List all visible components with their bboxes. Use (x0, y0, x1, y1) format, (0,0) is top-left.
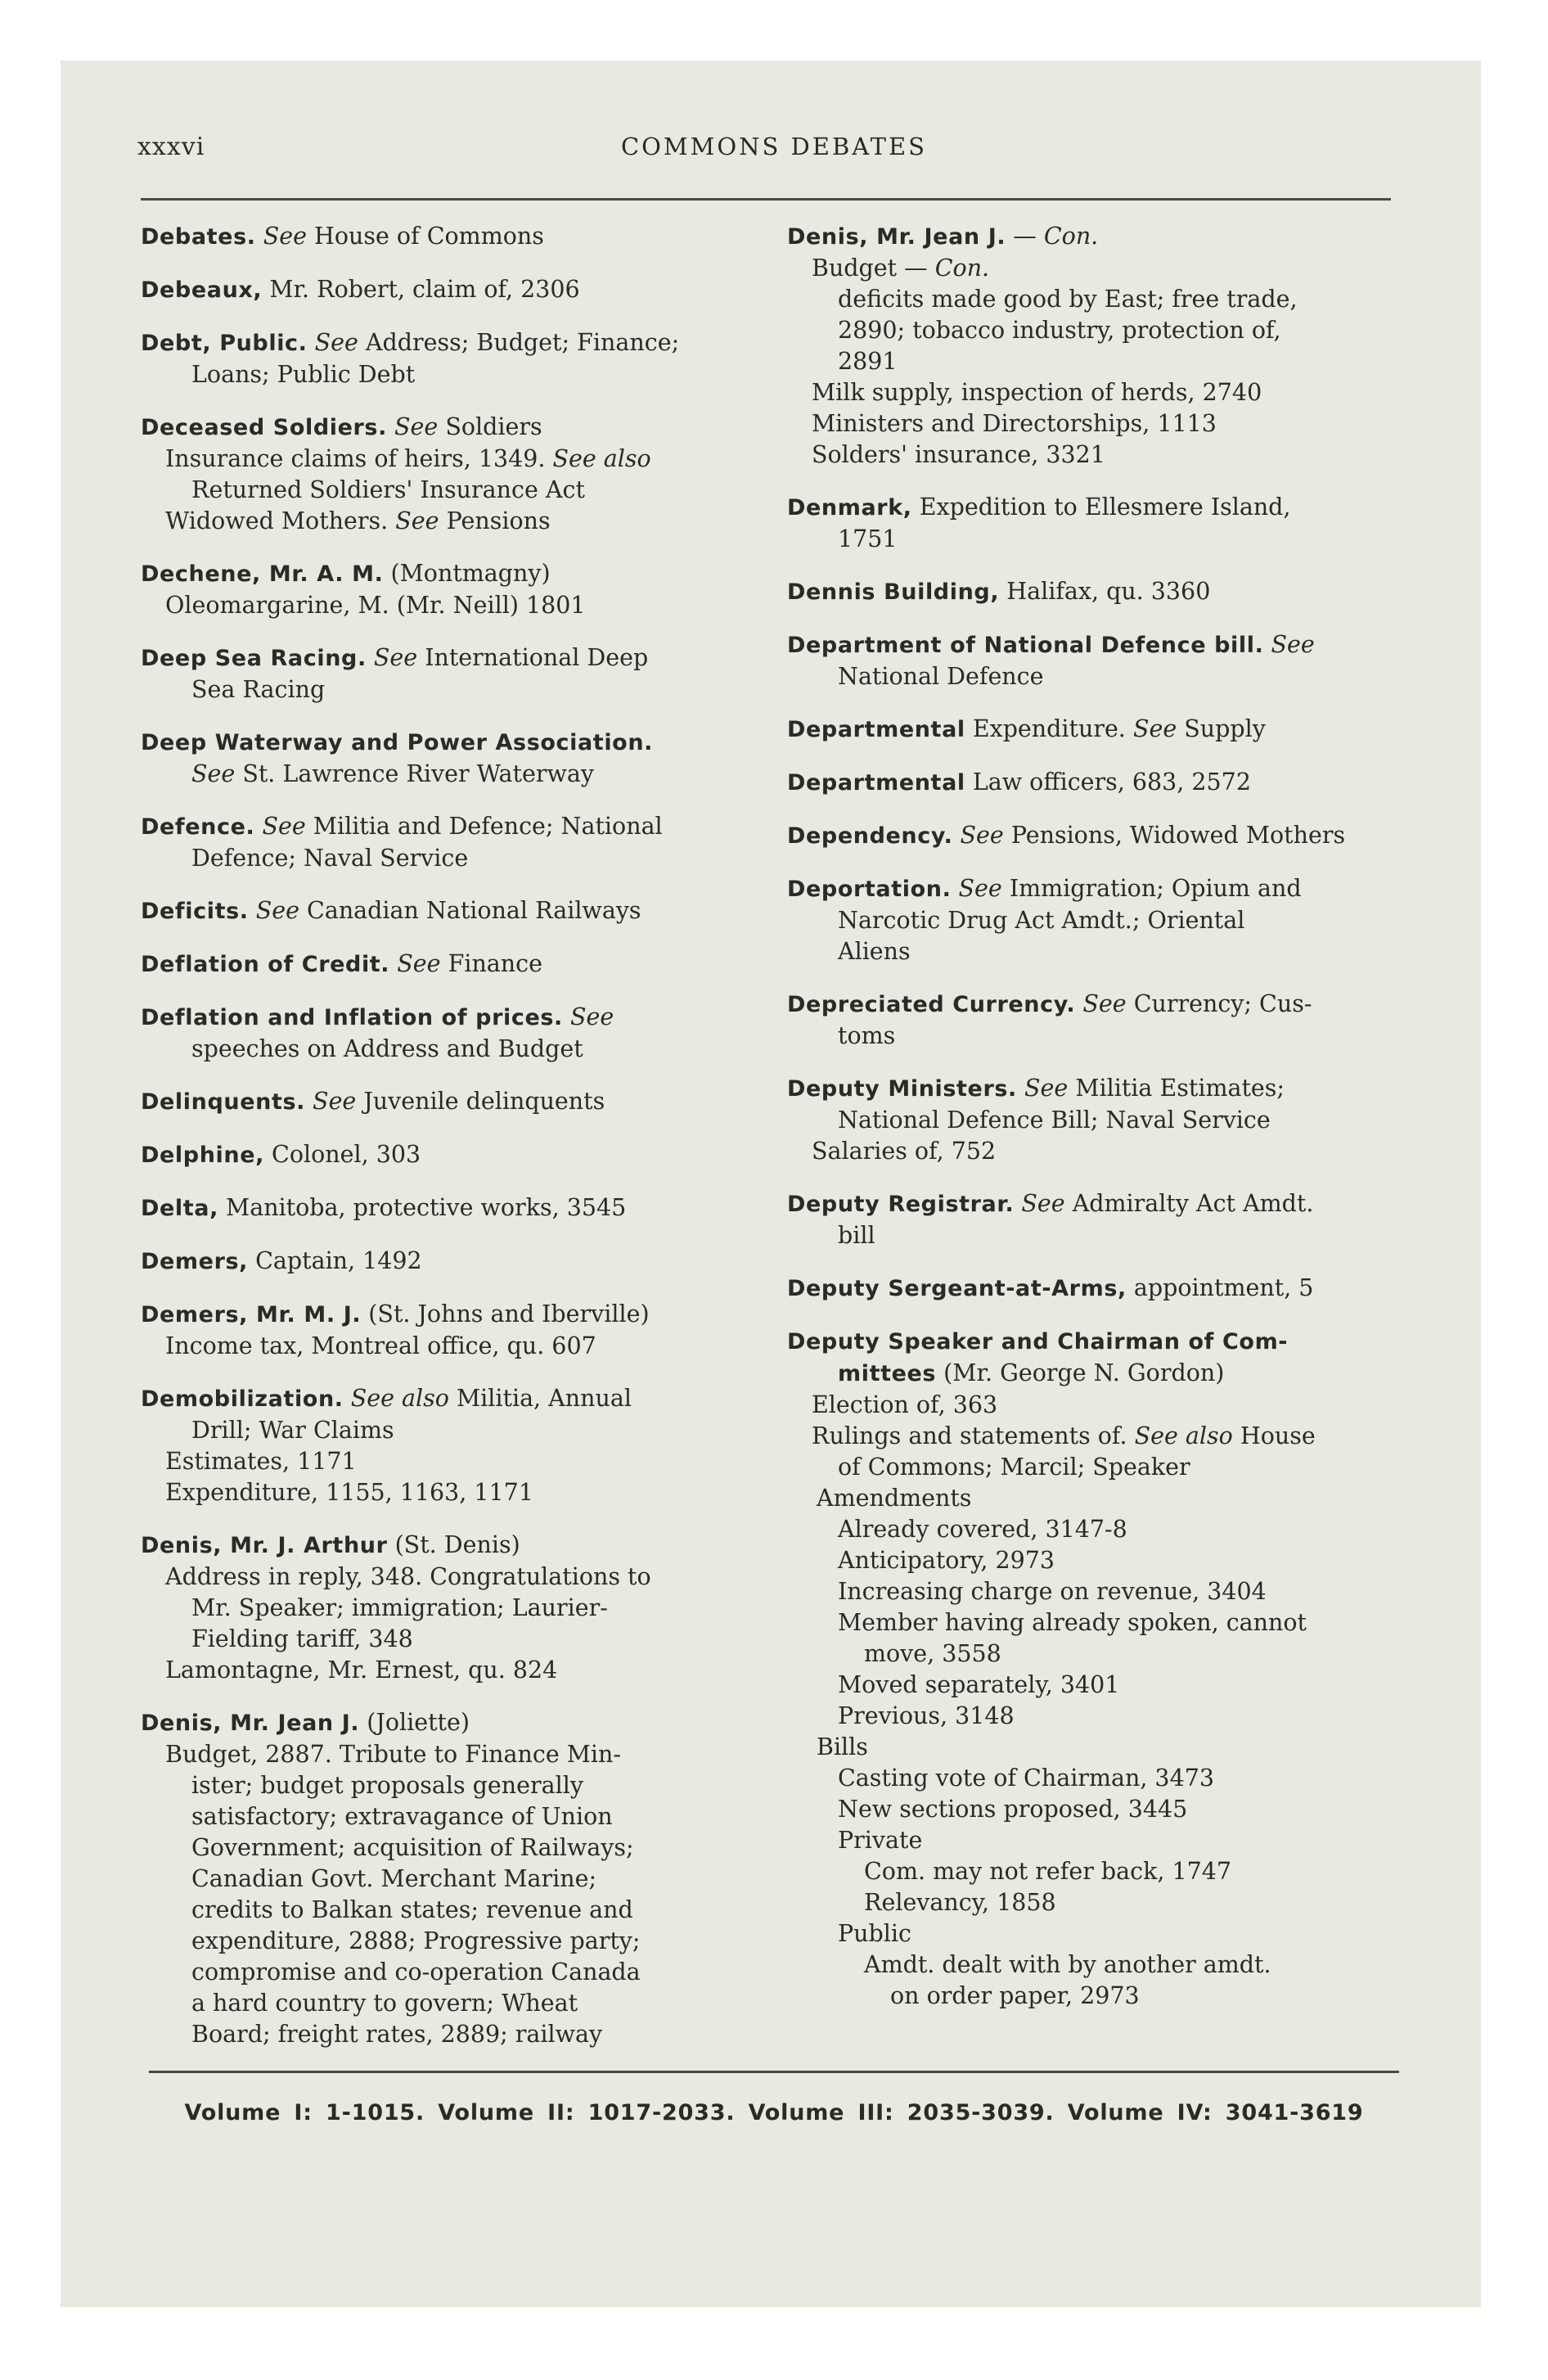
index-entry: Deputy Ministers. See Militia Estimates; National Defence Bill; Naval Service Salaries of, 752 (787, 1075, 1285, 1165)
index-entry: Demobilization. See also Militia, Annual Drill; War Claims Estimates, 1171 Expenditure, 1155, 1163, 1171 (141, 1385, 632, 1506)
volume-footer: Volume I: 1-1015. Volume II: 1017-2033. Volume III: 2035-3039. Volume IV: 3041-3619 (184, 2100, 1364, 2125)
index-entry: Deep Waterway and Power Association. See St. Lawrence River Waterway (141, 730, 654, 787)
left-column (141, 221, 750, 2071)
page-title: COMMONS DEBATES (620, 133, 928, 160)
index-entry: Denmark, Expedition to Ellesmere Island, 1751 (787, 494, 1291, 552)
index-entry: Demers, Captain, 1492 (141, 1247, 422, 1274)
index-entry: Deputy Sergeant-at-Arms, appointment, 5 (787, 1274, 1314, 1301)
index-entry: Denis, Mr. Jean J. (Joliette) Budget, 2887. Tribute to Finance Min- ister; budget proposals generally satisfactory; extravagance of Union Government; acquisition of Railways; Canadian Govt. Merchant Marine; credits to Balkan states; revenue and expenditure, 2888; Progressive party; compromise and co-operation Canada a hard country to govern; Wheat Board; freight rates, 2889; railway (141, 1709, 641, 2048)
index-entry: Delphine, Colonel, 303 (141, 1141, 421, 1168)
index-entry: Deputy Registrar. See Admiralty Act Amdt. bill (787, 1190, 1314, 1249)
index-entry: Deceased Soldiers. See Soldiers Insurance claims of heirs, 1349. See also Returned Soldiers' Insurance Act Widowed Mothers. See Pensions (141, 413, 651, 534)
index-entry: Deflation and Inflation of prices. See speeches on Address and Budget (141, 1003, 614, 1062)
index-entry: Depreciated Currency. See Currency; Cus- toms (787, 990, 1312, 1049)
index-entry: Deputy Speaker and Chairman of Com- mittees (Mr. George N. Gordon) Election of, 363 Rulings and statements of. See also House of Commons; Marcil; Speaker Amendments Already covered, 3147-8 Anticipatory, 2973 Increasing charge on revenue, 3404 Member having already spoken, cannot move, 3558 Moved separately, 3401 Previous, 3148 Bills Casting vote of Chairman, 3473 New sections proposed, 3445 Private Com. may not refer back, 1747 Relevancy, 1858 Public Amdt. dealt with by another amdt. on order paper, 2973 (787, 1329, 1316, 2009)
index-entry: Debates. See House of Commons (141, 223, 544, 250)
footer-rule (149, 2071, 1399, 2073)
index-entry: Dechene, Mr. A. M. (Montmagny) Oleomargarine, M. (Mr. Neill) 1801 (141, 560, 586, 619)
page-number: xxxvi (137, 133, 205, 161)
index-entry: Dependency. See Pensions, Widowed Mothers (787, 822, 1346, 849)
index-entry: Dennis Building, Halifax, qu. 3360 (787, 578, 1211, 605)
index-entry: Deficits. See Canadian National Railways (141, 897, 641, 924)
index-entry: Debt, Public. See Address; Budget; Finance; Loans; Public Debt (141, 329, 680, 388)
right-column (787, 221, 1397, 2033)
index-entry: Departmental Law officers, 683, 2572 (787, 769, 1251, 796)
index-entry: Deportation. See Immigration; Opium and Narcotic Drug Act Amdt.; Oriental Aliens (787, 875, 1302, 965)
index-entry: Denis, Mr. J. Arthur (St. Denis) Address in reply, 348. Congratulations to Mr. Speaker; immigration; Laurier- Fielding tariff, 348 Lamontagne, Mr. Ernest, qu. 824 (141, 1531, 651, 1684)
index-entry: Demers, Mr. M. J. (St. Johns and Iberville) Income tax, Montreal office, qu. 607 (141, 1300, 650, 1359)
index-entry: Delinquents. See Juvenile delinquents (141, 1088, 605, 1115)
index-entry: Deflation of Credit. See Finance (141, 950, 542, 977)
index-entry: Department of National Defence bill. See National Defence (787, 631, 1315, 690)
header-rule (141, 198, 1391, 201)
index-entry: Denis, Mr. Jean J. — Con. Budget — Con. deficits made good by East; free trade, 2890; tobacco industry, protection of, 2891 Milk supply, inspection of herds, 2740 Ministers and Directorships, 1113 Solders' insurance, 3321 (787, 223, 1298, 468)
index-entry: Departmental Expenditure. See Supply (787, 715, 1266, 742)
index-entry: Defence. See Militia and Defence; National Defence; Naval Service (141, 813, 663, 872)
index-entry: Debeaux, Mr. Robert, claim of, 2306 (141, 276, 580, 303)
index-entry: Delta, Manitoba, protective works, 3545 (141, 1194, 627, 1221)
index-entry: Deep Sea Racing. See International Deep Sea Racing (141, 644, 649, 703)
